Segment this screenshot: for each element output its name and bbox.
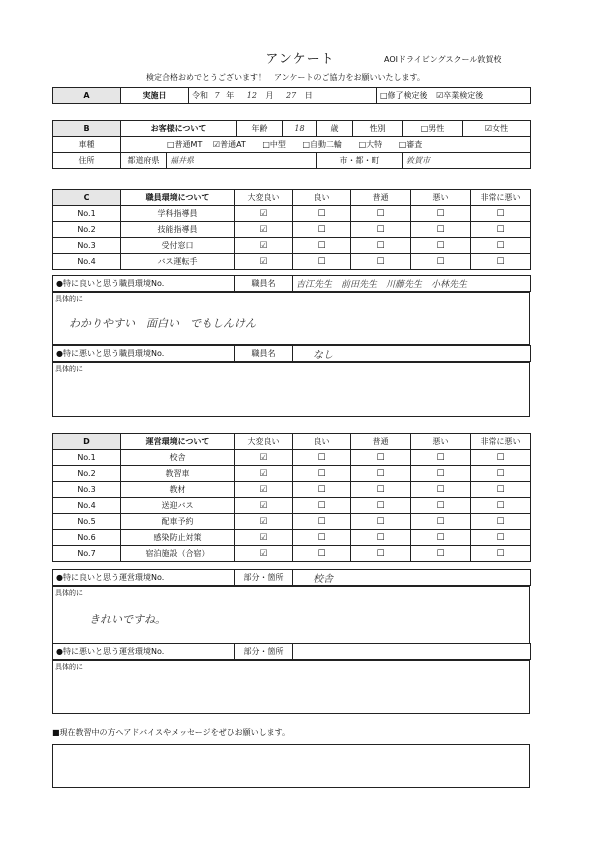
checkbox-icon: ☐ <box>317 532 326 543</box>
rating-checkbox[interactable] <box>411 450 471 466</box>
address-label: 住所 <box>53 153 121 169</box>
row-item-name: 送迎バス <box>121 498 235 514</box>
rating-checkbox[interactable] <box>235 254 293 270</box>
city-value[interactable]: 敦賀市 <box>403 153 531 169</box>
row-item-name: 教材 <box>121 482 235 498</box>
message-prompt: ■現在教習中の方へアドバイスやメッセージをぜひお願いします。 <box>52 728 290 737</box>
rating-checkbox[interactable] <box>235 530 293 546</box>
good-op-prompt: ●特に良いと思う運営環境No. <box>53 570 235 586</box>
checkbox-icon: ☐ <box>496 240 505 251</box>
rating-header: 非常に悪い <box>471 190 531 206</box>
rating-checkbox[interactable] <box>471 206 531 222</box>
row-number: No.2 <box>53 222 121 238</box>
checkbox-vehicle[interactable]: □普通MT <box>167 140 203 149</box>
date-value[interactable] <box>189 88 377 104</box>
checkbox-icon: ☐ <box>317 208 326 219</box>
section-d-label: D <box>53 434 121 450</box>
checkbox-icon: ☐ <box>376 468 385 479</box>
checkbox-icon: ☐ <box>376 256 385 267</box>
checked-box-icon: ☑ <box>259 224 268 235</box>
rating-checkbox[interactable] <box>235 466 293 482</box>
row-item-name: 技能指導員 <box>121 222 235 238</box>
row-item-name: 学科指導員 <box>121 206 235 222</box>
section-c-table <box>52 189 531 270</box>
rating-row <box>53 530 531 546</box>
checkbox-vehicle[interactable]: □大特 <box>358 140 383 149</box>
month-unit: 月 <box>265 91 274 100</box>
day-unit: 日 <box>304 91 313 100</box>
checkbox-icon: ☐ <box>317 468 326 479</box>
checkbox-icon: ☐ <box>317 548 326 559</box>
checkbox-icon: ☐ <box>376 548 385 559</box>
bad-staff-detail-box[interactable] <box>52 362 530 417</box>
rating-checkbox[interactable] <box>293 238 351 254</box>
checkbox-icon: ☐ <box>317 256 326 267</box>
age-value[interactable]: 18 <box>283 121 317 137</box>
rating-checkbox[interactable] <box>235 546 293 562</box>
row-number: No.1 <box>53 206 121 222</box>
checked-box-icon: ☑ <box>259 452 268 463</box>
checkbox-vehicle[interactable]: ☑普通AT <box>212 140 246 149</box>
rating-checkbox[interactable] <box>293 466 351 482</box>
checkbox-icon: ☐ <box>317 516 326 527</box>
rating-checkbox[interactable] <box>293 254 351 270</box>
checkbox-icon: ☐ <box>376 532 385 543</box>
rating-checkbox[interactable] <box>351 466 411 482</box>
bad-staff-prompt: ●特に悪いと思う職員環境No. <box>53 346 235 362</box>
section-a-table <box>52 87 531 104</box>
detail-label: 具体的に <box>55 589 83 597</box>
rating-checkbox[interactable] <box>411 546 471 562</box>
rating-checkbox[interactable] <box>351 222 411 238</box>
staff-name-label: 職員名 <box>235 346 293 362</box>
rating-checkbox[interactable] <box>471 222 531 238</box>
rating-checkbox[interactable] <box>293 206 351 222</box>
age-unit: 歳 <box>317 121 353 137</box>
rating-checkbox[interactable] <box>235 482 293 498</box>
checkbox-icon: ☐ <box>376 208 385 219</box>
rating-checkbox[interactable] <box>351 238 411 254</box>
checkbox-male[interactable]: □男性 <box>403 121 463 137</box>
row-number: No.4 <box>53 498 121 514</box>
checkbox-icon: ☐ <box>496 452 505 463</box>
rating-checkbox[interactable] <box>411 514 471 530</box>
checked-box-icon: ☑ <box>259 548 268 559</box>
row-number: No.1 <box>53 450 121 466</box>
checkbox-icon: ☐ <box>376 484 385 495</box>
rating-row <box>53 450 531 466</box>
checkbox-icon: ☐ <box>436 468 445 479</box>
rating-checkbox[interactable] <box>293 222 351 238</box>
row-item-name: 受付窓口 <box>121 238 235 254</box>
rating-checkbox[interactable] <box>351 498 411 514</box>
good-staff-detail-box[interactable] <box>52 292 530 345</box>
rating-header: 非常に悪い <box>471 434 531 450</box>
form-title: アンケート <box>265 52 335 67</box>
rating-row <box>53 238 531 254</box>
section-c-good <box>52 275 531 292</box>
checkbox-icon: ☐ <box>376 500 385 511</box>
section-c-label: C <box>53 190 121 206</box>
checkbox-icon: ☐ <box>496 468 505 479</box>
checkbox-icon: ☐ <box>496 516 505 527</box>
section-b-heading: お客様について <box>121 121 237 137</box>
checkbox-icon: ☐ <box>496 500 505 511</box>
detail-label: 具体的に <box>55 365 83 373</box>
rating-checkbox[interactable] <box>235 238 293 254</box>
checked-box-icon: ☑ <box>259 500 268 511</box>
prefecture-label: 都道府県 <box>121 153 167 169</box>
row-number: No.6 <box>53 530 121 546</box>
rating-checkbox[interactable] <box>235 514 293 530</box>
checked-box-icon: ☑ <box>259 256 268 267</box>
section-d-bad <box>52 643 531 660</box>
era: 令和 <box>192 91 208 100</box>
checkbox-icon: ☐ <box>496 484 505 495</box>
rating-checkbox[interactable] <box>471 466 531 482</box>
checkbox-icon: ☐ <box>317 224 326 235</box>
good-op-part[interactable]: 校舎 <box>293 570 531 586</box>
checkbox-icon: ☐ <box>317 500 326 511</box>
rating-checkbox[interactable] <box>351 450 411 466</box>
checkbox-sotsugyo[interactable]: ☑卒業検定後 <box>436 91 484 100</box>
rating-checkbox[interactable] <box>471 254 531 270</box>
operation-rows <box>53 450 531 562</box>
thanks-message: 検定合格おめでとうございます！ アンケートのご協力をお願いいたします。 <box>146 73 425 82</box>
checkbox-icon: ☐ <box>436 532 445 543</box>
checked-box-icon: ☑ <box>259 208 268 219</box>
checkbox-icon: ☐ <box>496 548 505 559</box>
city-label: 市・都・町 <box>317 153 403 169</box>
year-value: 7 <box>214 91 220 100</box>
checkbox-icon: ☐ <box>436 500 445 511</box>
staff-rows <box>53 206 531 270</box>
rating-header: 大変良い <box>235 434 293 450</box>
rating-checkbox[interactable] <box>351 546 411 562</box>
rating-checkbox[interactable] <box>411 238 471 254</box>
checked-box-icon: ☑ <box>259 468 268 479</box>
rating-checkbox[interactable] <box>411 254 471 270</box>
row-number: No.7 <box>53 546 121 562</box>
rating-checkbox[interactable] <box>293 546 351 562</box>
rating-checkbox[interactable] <box>471 546 531 562</box>
section-c-bad <box>52 345 531 362</box>
rating-header: 普通 <box>351 434 411 450</box>
row-number: No.3 <box>53 238 121 254</box>
row-item-name: 校舎 <box>121 450 235 466</box>
rating-checkbox[interactable] <box>293 498 351 514</box>
row-number: No.2 <box>53 466 121 482</box>
checkbox-icon: ☐ <box>317 240 326 251</box>
gender-label: 性別 <box>353 121 403 137</box>
row-number: No.4 <box>53 254 121 270</box>
checkbox-icon: ☐ <box>496 224 505 235</box>
good-op-detail: きれいですね。 <box>89 613 166 626</box>
prefecture-value[interactable]: 福井県 <box>167 153 317 169</box>
row-item-name: 宿泊施設（合宿） <box>121 546 235 562</box>
message-box[interactable] <box>52 744 530 788</box>
section-d-good <box>52 569 531 586</box>
detail-label: 具体的に <box>55 295 83 303</box>
rating-checkbox[interactable] <box>471 498 531 514</box>
vehicle-options[interactable] <box>121 137 531 153</box>
bad-staff-names[interactable]: なし <box>293 346 531 362</box>
checkbox-icon: ☐ <box>376 516 385 527</box>
checkbox-icon: ☐ <box>436 208 445 219</box>
checkbox-icon: ☐ <box>376 452 385 463</box>
age-label: 年齢 <box>237 121 283 137</box>
detail-label: 具体的に <box>55 663 83 671</box>
checkbox-icon: ☐ <box>436 548 445 559</box>
rating-checkbox[interactable] <box>235 222 293 238</box>
checkbox-icon: ☐ <box>436 256 445 267</box>
rating-checkbox[interactable] <box>293 482 351 498</box>
rating-checkbox[interactable] <box>351 530 411 546</box>
school-name: AOIドライビングスクール敦賀校 <box>384 55 502 64</box>
checkbox-vehicle[interactable]: □自動二輪 <box>302 140 343 149</box>
rating-row <box>53 514 531 530</box>
rating-checkbox[interactable] <box>351 206 411 222</box>
checkbox-female[interactable]: ☑女性 <box>463 121 531 137</box>
checkbox-icon: ☐ <box>317 484 326 495</box>
exam-type[interactable] <box>377 88 531 104</box>
section-d-heading: 運営環境について <box>121 434 235 450</box>
part-label: 部分・箇所 <box>235 644 293 660</box>
checkbox-shuryo[interactable]: □修了検定後 <box>380 91 428 100</box>
rating-row <box>53 222 531 238</box>
rating-checkbox[interactable] <box>471 450 531 466</box>
rating-row <box>53 254 531 270</box>
rating-checkbox[interactable] <box>411 206 471 222</box>
checkbox-icon: ☐ <box>436 516 445 527</box>
rating-checkbox[interactable] <box>471 482 531 498</box>
rating-checkbox[interactable] <box>293 514 351 530</box>
section-d-table <box>52 433 531 562</box>
checkbox-icon: ☐ <box>317 452 326 463</box>
rating-checkbox[interactable] <box>235 450 293 466</box>
bad-op-part[interactable] <box>293 644 531 660</box>
rating-checkbox[interactable] <box>471 514 531 530</box>
checkbox-icon: ☐ <box>436 240 445 251</box>
day-value: 27 <box>286 91 297 100</box>
checkbox-icon: ☐ <box>496 532 505 543</box>
section-c-heading: 職員環境について <box>121 190 235 206</box>
rating-row <box>53 206 531 222</box>
checked-box-icon: ☑ <box>259 516 268 527</box>
rating-header: 悪い <box>411 434 471 450</box>
checkbox-vehicle[interactable]: □中型 <box>262 140 286 149</box>
good-staff-detail: わかりやすい 面白い でもしんけん <box>69 317 256 330</box>
good-staff-names[interactable]: 吉江先生 前田先生 川藤先生 小林先生 <box>293 276 531 292</box>
good-op-detail-box[interactable] <box>52 586 530 644</box>
section-b-label: B <box>53 121 121 137</box>
rating-checkbox[interactable] <box>293 530 351 546</box>
checkbox-icon: ☐ <box>376 240 385 251</box>
rating-row <box>53 482 531 498</box>
month-value: 12 <box>246 91 257 100</box>
row-item-name: 感染防止対策 <box>121 530 235 546</box>
rating-checkbox[interactable] <box>351 514 411 530</box>
row-item-name: バス運転手 <box>121 254 235 270</box>
rating-header: 良い <box>293 434 351 450</box>
part-label: 部分・箇所 <box>235 570 293 586</box>
row-item-name: 配車予約 <box>121 514 235 530</box>
rating-header: 普通 <box>351 190 411 206</box>
rating-checkbox[interactable] <box>351 482 411 498</box>
date-label: 実施日 <box>121 88 189 104</box>
rating-checkbox[interactable] <box>411 482 471 498</box>
staff-name-label: 職員名 <box>235 276 293 292</box>
rating-checkbox[interactable] <box>471 530 531 546</box>
rating-checkbox[interactable] <box>411 498 471 514</box>
rating-checkbox[interactable] <box>411 530 471 546</box>
row-number: No.3 <box>53 482 121 498</box>
rating-header: 大変良い <box>235 190 293 206</box>
checked-box-icon: ☑ <box>259 532 268 543</box>
rating-header: 良い <box>293 190 351 206</box>
rating-checkbox[interactable] <box>235 206 293 222</box>
rating-checkbox[interactable] <box>471 238 531 254</box>
checkbox-icon: ☐ <box>496 256 505 267</box>
year-unit: 年 <box>226 91 235 100</box>
section-a-label: A <box>53 88 121 104</box>
rating-checkbox[interactable] <box>351 254 411 270</box>
rating-checkbox[interactable] <box>293 450 351 466</box>
rating-row <box>53 546 531 562</box>
checked-box-icon: ☑ <box>259 484 268 495</box>
section-b-table <box>52 120 531 169</box>
rating-row <box>53 466 531 482</box>
checkbox-icon: ☐ <box>436 452 445 463</box>
checked-box-icon: ☑ <box>259 240 268 251</box>
checkbox-icon: ☐ <box>436 224 445 235</box>
rating-header: 悪い <box>411 190 471 206</box>
checkbox-icon: ☐ <box>376 224 385 235</box>
checkbox-icon: ☐ <box>496 208 505 219</box>
bad-op-prompt: ●特に悪いと思う運営環境No. <box>53 644 235 660</box>
checkbox-vehicle[interactable]: □審査 <box>398 140 423 149</box>
row-number: No.5 <box>53 514 121 530</box>
vehicle-label: 車種 <box>53 137 121 153</box>
checkbox-icon: ☐ <box>436 484 445 495</box>
rating-checkbox[interactable] <box>235 498 293 514</box>
rating-checkbox[interactable] <box>411 466 471 482</box>
rating-checkbox[interactable] <box>411 222 471 238</box>
rating-row <box>53 498 531 514</box>
row-item-name: 教習車 <box>121 466 235 482</box>
bad-op-detail-box[interactable] <box>52 660 530 714</box>
good-staff-prompt: ●特に良いと思う職員環境No. <box>53 276 235 292</box>
